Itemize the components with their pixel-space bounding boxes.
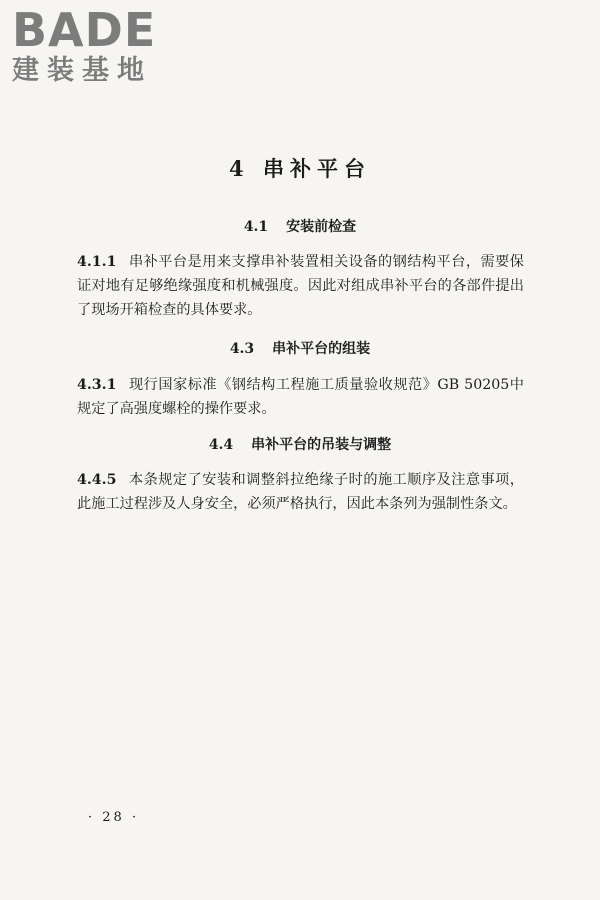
section-number: 4.3 — [229, 341, 255, 357]
section-title-text: 串补平台的组装 — [272, 341, 371, 357]
clause-text: 现行国家标准《钢结构工程施工质量验收规范》GB 50205中规定了高强度螺栓的操作要求。 — [77, 377, 524, 417]
section-number: 4.4 — [208, 437, 234, 453]
chapter-title-text: 串补平台 — [262, 156, 371, 181]
section-title-4-1 — [0, 216, 600, 236]
logo-latin-text: BADE — [12, 3, 157, 57]
clause-number: 4.4.5 — [77, 472, 117, 488]
logo-chinese-text: 建装基地 — [12, 55, 152, 86]
clause-number: 4.1.1 — [77, 254, 117, 270]
watermark-logo — [12, 3, 182, 86]
section-title-4-4 — [0, 434, 600, 454]
section-title-4-3 — [0, 338, 600, 358]
clause-4-4-5 — [77, 468, 524, 516]
clause-number: 4.3.1 — [77, 377, 117, 393]
section-title-text: 安装前检查 — [286, 219, 357, 235]
clause-text: 串补平台是用来支撑串补装置相关设备的钢结构平台，需要保证对地有足够绝缘强度和机械强度。因此对组成串补平台的各部件提出了现场开箱检查的具体要求。 — [77, 254, 524, 318]
clause-4-3-1 — [77, 373, 524, 421]
section-title-text: 串补平台的吊装与调整 — [251, 437, 392, 453]
chapter-title — [0, 153, 600, 183]
page-number: · 28 · — [88, 810, 140, 825]
chapter-number: 4 — [229, 156, 250, 181]
clause-text: 本条规定了安装和调整斜拉绝缘子时的施工顺序及注意事项，此施工过程涉及人身安全，必须严格执行，因此本条列为强制性条文。 — [77, 472, 524, 512]
clause-4-1-1 — [77, 250, 524, 322]
section-number: 4.1 — [243, 219, 269, 235]
